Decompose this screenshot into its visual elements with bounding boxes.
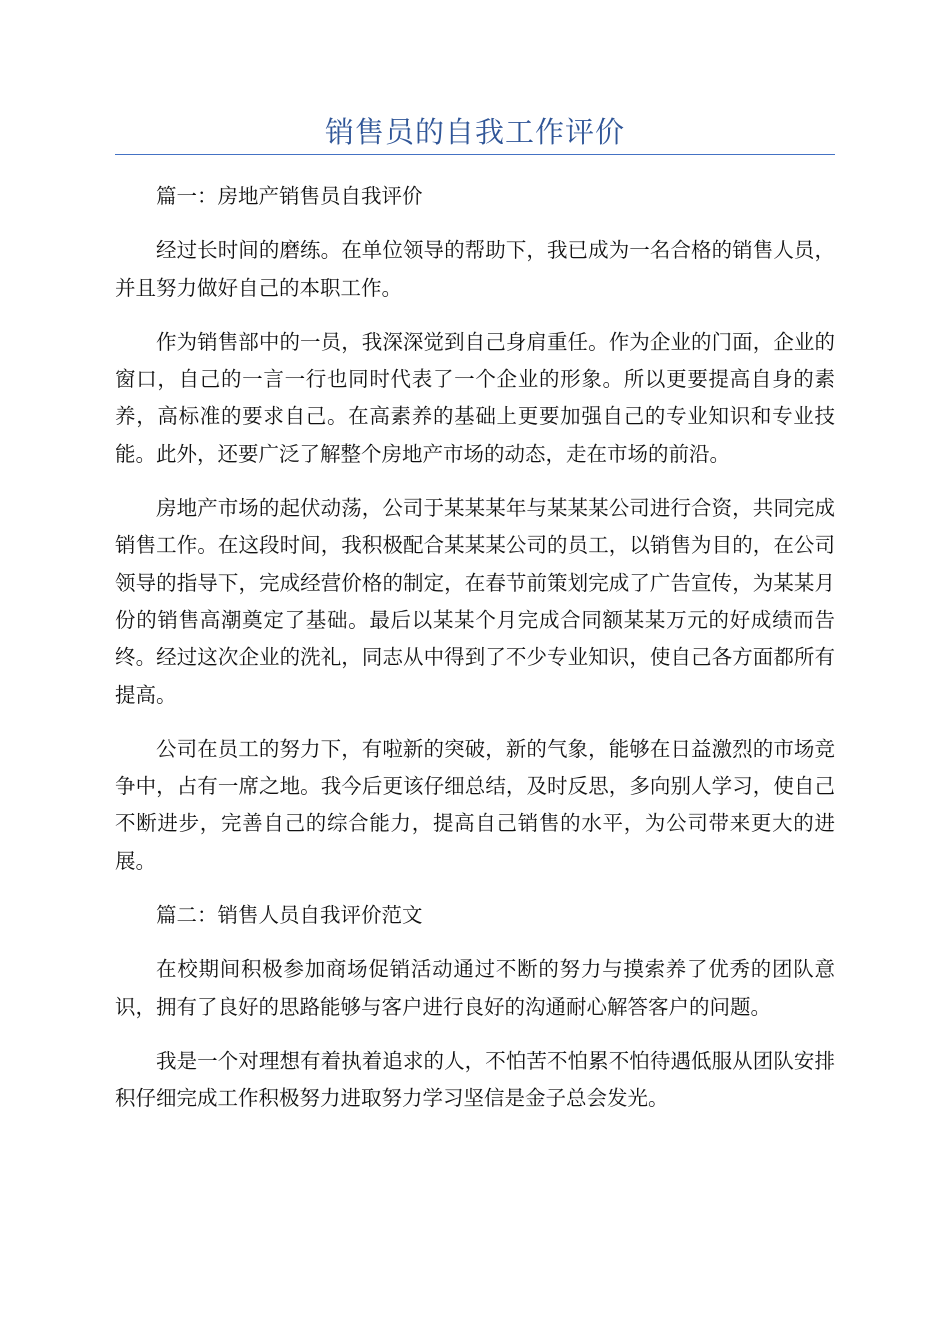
paragraph: 公司在员工的努力下，有啦新的突破，新的气象，能够在日益激烈的市场竞争中，占有一席之地。我今后更该仔细总结，及时反思，多向别人学习，使自己不断进步，完善自己的综合能力，提高自己销售的水平，为公司带来更大的进展。 — [115, 736, 835, 873]
paragraph: 作为销售部中的一员，我深深觉到自己身肩重任。作为企业的门面，企业的窗口，自己的一言一行也同时代表了一个企业的形象。所以更要提高自身的素养，高标准的要求自己。在高素养的基础上更要加强自己的专业知识和专业技能。此外，还要广泛了解整个房地产市场的动态，走在市场的前沿。 — [115, 329, 835, 466]
paragraph: 经过长时间的磨练。在单位领导的帮助下，我已成为一名合格的销售人员，并且努力做好自己的本职工作。 — [115, 238, 835, 300]
document-body — [115, 178, 835, 1135]
section-heading-2: 篇二：销售人员自我评价范文 — [156, 903, 423, 928]
paragraph: 房地产市场的起伏动荡，公司于某某某年与某某某公司进行合资，共同完成销售工作。在这段时间，我积极配合某某某公司的员工，以销售为目的，在公司领导的指导下，完成经营价格的制定，在春节前策划完成了广告宣传，为某某月份的销售高潮奠定了基础。最后以某某个月完成合同额某某万元的好成绩而告终。经过这次企业的洗礼，同志从中得到了不少专业知识，使自己各方面都所有提高。 — [115, 496, 835, 707]
paragraph: 我是一个对理想有着执着追求的人，不怕苦不怕累不怕待遇低服从团队安排积仔细完成工作积极努力进取努力学习坚信是金子总会发光。 — [115, 1048, 835, 1111]
document-title: 销售员的自我工作评价 — [324, 115, 625, 149]
title-underline — [115, 154, 835, 155]
section-heading-1: 篇一：房地产销售员自我评价 — [156, 184, 423, 208]
paragraph: 在校期间积极参加商场促销活动通过不断的努力与摸索养了优秀的团队意识，拥有了良好的思路能够与客户进行良好的沟通耐心解答客户的问题。 — [115, 957, 835, 1019]
